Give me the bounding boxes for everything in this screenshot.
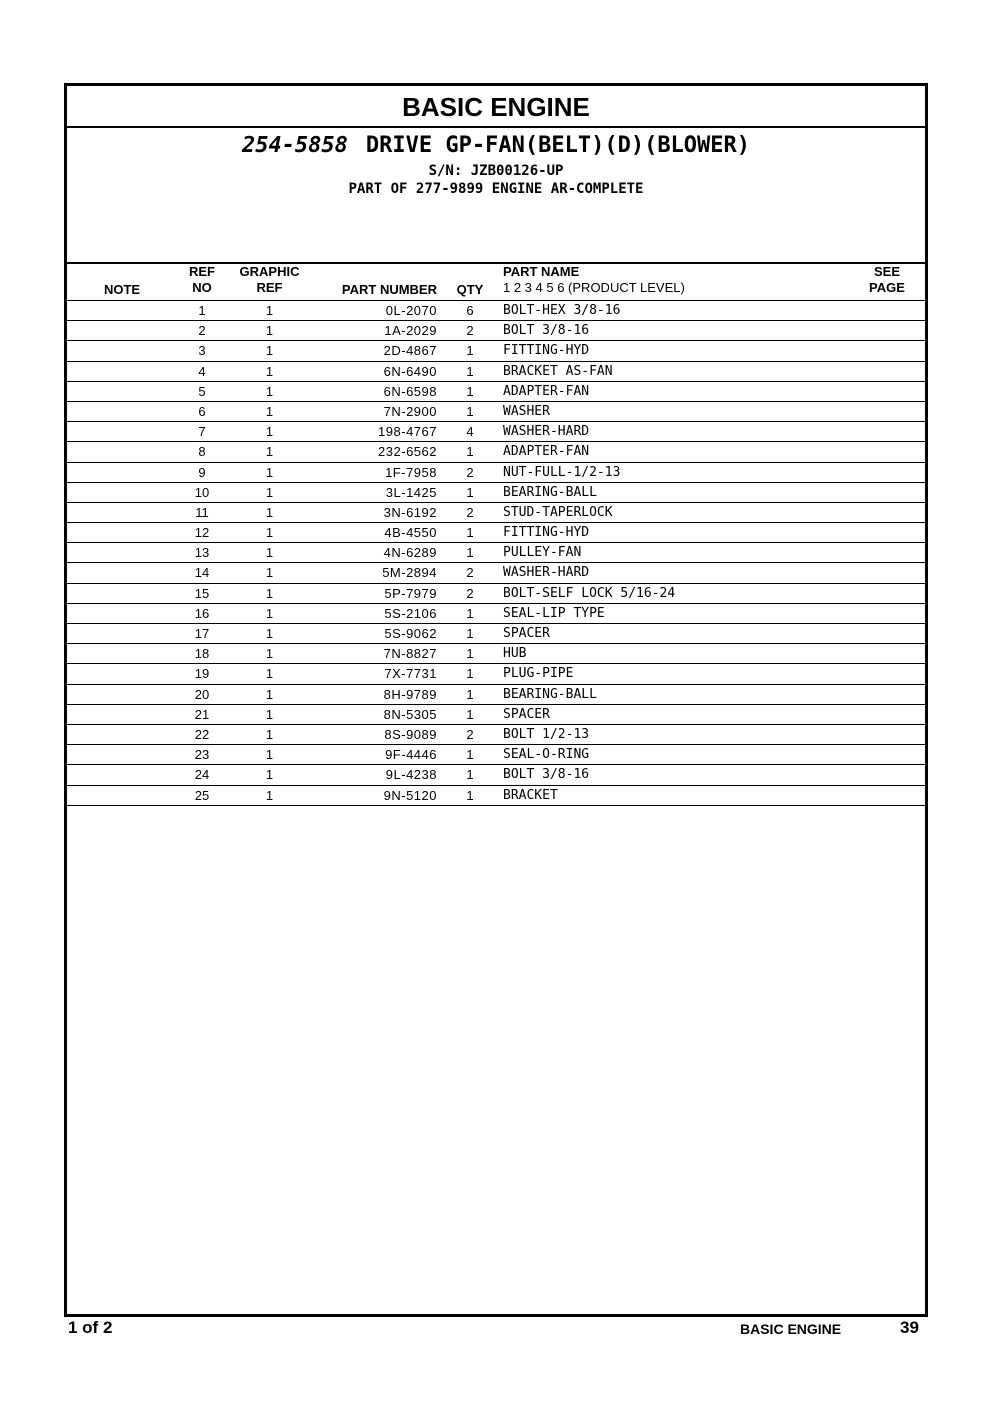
qty-cell: 1 [466,403,474,419]
qty-cell: 1 [466,787,474,803]
part-number-cell: 232-6562 [378,444,437,460]
part-name-cell: BOLT-HEX 3/8-16 [503,303,621,318]
ref-no-cell: 24 [194,767,210,783]
ref-no-cell: 7 [198,424,206,440]
graphic-ref-cell: 1 [265,303,274,318]
table-row [67,764,925,784]
part-number-cell: 4N-6289 [383,545,437,561]
ref-no-cell: 25 [194,787,210,803]
graphic-ref-cell: 1 [265,626,274,641]
ref-no-cell: 9 [198,464,206,480]
part-number-cell: 5S-9062 [384,626,437,641]
part-number-cell: 1F-7958 [385,464,437,480]
ref-no-cell: 14 [194,565,210,581]
graphic-ref-cell: 1 [265,726,274,742]
part-number-cell: 3L-1425 [385,484,437,500]
graphic-ref-cell: 1 [265,585,274,601]
graphic-ref-cell: 1 [265,565,274,581]
graphic-ref-cell: 1 [265,525,274,541]
graphic-ref-cell: 1 [265,706,274,722]
col-header-part-number: PART NUMBER [341,282,437,297]
col-header-note: NOTE [103,282,141,297]
table-row [67,502,925,522]
table-row [67,482,925,502]
graphic-ref-cell: 1 [265,666,274,682]
graphic-ref-cell: 1 [265,464,274,480]
table-row [67,724,925,744]
part-name-cell: BRACKET [503,787,558,803]
graphic-ref-cell: 1 [265,343,274,359]
footer-section-label: BASIC ENGINE [740,1321,842,1337]
part-name-cell: BEARING-BALL [503,686,597,702]
part-number-cell: 6N-6490 [383,363,437,379]
part-number-cell: 5S-2106 [384,605,437,621]
part-of-line: PART OF 277-9899 ENGINE AR-COMPLETE [348,181,644,197]
part-name-cell: BOLT 1/2-13 [503,726,590,742]
part-number-cell: 7N-2900 [383,403,437,419]
ref-no-cell: 3 [198,343,206,359]
qty-cell: 1 [466,484,474,500]
qty-cell: 1 [466,343,474,359]
ref-no-cell: 19 [194,666,210,682]
ref-no-cell: 18 [194,646,210,662]
table-row [67,522,925,542]
part-name-cell: ADAPTER-FAN [503,444,590,460]
qty-cell: 1 [466,363,474,379]
ref-no-cell: 20 [194,686,210,702]
table-row [67,684,925,704]
qty-cell: 6 [466,303,474,318]
graphic-ref-cell: 1 [265,424,274,440]
graphic-ref-cell: 1 [265,403,274,419]
col-header-ref-line1: REF [189,264,215,279]
qty-cell: 1 [466,525,474,541]
ref-no-cell: 4 [198,363,206,379]
graphic-ref-cell: 1 [265,363,274,379]
qty-cell: 2 [466,585,474,601]
graphic-ref-cell: 1 [265,646,274,662]
col-header-product-level: 1 2 3 4 5 6 (PRODUCT LEVEL) [503,280,685,295]
col-header-ref-line2: NO [192,280,212,295]
graphic-ref-cell: 1 [265,444,274,460]
assembly-title [67,132,925,160]
assembly-description: DRIVE GP-FAN(BELT)(D)(BLOWER) [365,133,751,158]
part-name-cell: NUT-FULL-1/2-13 [503,464,621,480]
part-name-cell: SEAL-LIP TYPE [503,605,605,621]
qty-cell: 2 [466,726,474,742]
qty-cell: 1 [466,686,474,702]
part-number-cell: 6N-6598 [383,383,437,399]
table-row [67,623,925,643]
page-of-label: 1 of 2 [68,1318,113,1337]
graphic-ref-cell: 1 [265,686,274,702]
ref-no-cell: 22 [194,726,210,742]
graphic-ref-cell: 1 [265,504,274,520]
part-number-cell: 3N-6192 [383,504,437,520]
qty-cell: 1 [466,767,474,783]
table-row [67,421,925,441]
part-name-cell: WASHER-HARD [503,565,590,581]
col-header-graphic-ref [232,264,307,298]
graphic-ref-cell: 1 [265,787,274,803]
part-name-cell: BOLT-SELF LOCK 5/16-24 [503,585,676,601]
part-name-cell: PULLEY-FAN [503,545,582,561]
part-number-cell: 0L-2070 [385,303,437,318]
graphic-ref-cell: 1 [265,767,274,783]
table-row [67,583,925,603]
part-name-cell: BOLT 3/8-16 [503,767,590,783]
graphic-ref-cell: 1 [265,545,274,561]
qty-cell: 2 [466,323,474,339]
qty-cell: 1 [466,646,474,662]
table-row [67,462,925,482]
qty-cell: 2 [466,464,474,480]
ref-no-cell: 5 [198,383,206,399]
ref-no-cell: 12 [194,525,210,541]
part-number-cell: 8N-5305 [383,706,437,722]
part-number-cell: 9N-5120 [383,787,437,803]
col-header-part-name-line1: PART NAME [503,264,580,279]
table-row [67,603,925,623]
ref-no-cell: 15 [194,585,210,601]
part-number-cell: 4B-4550 [384,525,437,541]
ref-no-cell: 23 [194,747,210,763]
part-number-cell: 9F-4446 [385,747,437,763]
part-heading [67,128,925,264]
graphic-ref-cell: 1 [265,747,274,763]
col-header-graphic-line1: GRAPHIC [239,264,300,279]
table-row [67,542,925,562]
part-name-cell: BRACKET AS-FAN [503,363,613,379]
part-number-cell: 7N-8827 [383,646,437,662]
assembly-part-number: 254-5858 [241,133,348,158]
ref-no-cell: 6 [198,403,206,419]
table-row [67,401,925,421]
col-header-graphic-line2: REF [256,280,283,295]
part-number-cell: 2D-4867 [383,343,437,359]
qty-cell: 1 [466,605,474,621]
serial-range: S/N: JZB00126-UP [428,163,564,179]
part-name-cell: ADAPTER-FAN [503,383,590,399]
qty-cell: 1 [466,626,474,641]
qty-cell: 4 [466,424,474,440]
part-number-cell: 5P-7979 [384,585,437,601]
ref-no-cell: 11 [195,504,209,520]
part-name-cell: STUD-TAPERLOCK [503,504,613,520]
table-row [67,704,925,724]
qty-cell: 2 [466,504,474,520]
qty-cell: 2 [466,565,474,581]
col-header-see-line2: PAGE [869,280,905,295]
col-header-see-page [857,264,917,298]
qty-cell: 1 [466,383,474,399]
page-number: 39 [900,1318,919,1337]
part-number-cell: 198-4767 [378,424,437,440]
table-row [67,441,925,461]
page-frame [64,83,928,1317]
graphic-ref-cell: 1 [265,484,274,500]
ref-no-cell: 1 [198,303,206,318]
col-header-see-line1: SEE [873,264,900,279]
table-row [67,663,925,683]
table-row [67,381,925,401]
qty-cell: 1 [466,666,474,682]
part-name-cell: PLUG-PIPE [503,666,574,682]
part-number-cell: 9L-4238 [385,767,437,783]
section-title: BASIC ENGINE [67,86,925,128]
graphic-ref-cell: 1 [265,323,274,339]
graphic-ref-cell: 1 [265,605,274,621]
table-row [67,562,925,582]
ref-no-cell: 16 [194,605,210,621]
qty-cell: 1 [466,747,474,763]
qty-cell: 1 [466,706,474,722]
table-row [67,300,925,320]
ref-no-cell: 10 [194,484,210,500]
part-number-cell: 7X-7731 [384,666,437,682]
part-name-cell: HUB [503,646,527,662]
part-name-cell: WASHER-HARD [503,424,590,440]
part-name-cell: BEARING-BALL [503,484,597,500]
parts-table [67,300,925,806]
col-header-ref-no [177,264,227,298]
part-name-cell: BOLT 3/8-16 [503,323,590,339]
part-name-cell: SPACER [503,706,550,722]
part-number-cell: 8H-9789 [383,686,437,702]
ref-no-cell: 21 [194,706,210,722]
table-row [67,340,925,360]
qty-cell: 1 [466,444,474,460]
col-header-part-name [503,264,803,298]
ref-no-cell: 8 [198,444,206,460]
col-header-qty: QTY [456,282,484,297]
part-number-cell: 1A-2029 [384,323,437,339]
table-row [67,643,925,663]
part-name-cell: WASHER [503,403,550,419]
part-name-cell: FITTING-HYD [503,525,590,541]
part-name-cell: SPACER [503,626,550,641]
part-name-cell: SEAL-O-RING [503,747,590,763]
part-number-cell: 8S-9089 [384,726,437,742]
ref-no-cell: 13 [194,545,210,561]
table-row [67,785,925,806]
table-row [67,361,925,381]
ref-no-cell: 2 [198,323,206,339]
graphic-ref-cell: 1 [265,383,274,399]
table-row [67,320,925,340]
table-row [67,744,925,764]
part-name-cell: FITTING-HYD [503,343,590,359]
ref-no-cell: 17 [194,626,210,641]
qty-cell: 1 [466,545,474,561]
part-number-cell: 5M-2894 [382,565,437,581]
